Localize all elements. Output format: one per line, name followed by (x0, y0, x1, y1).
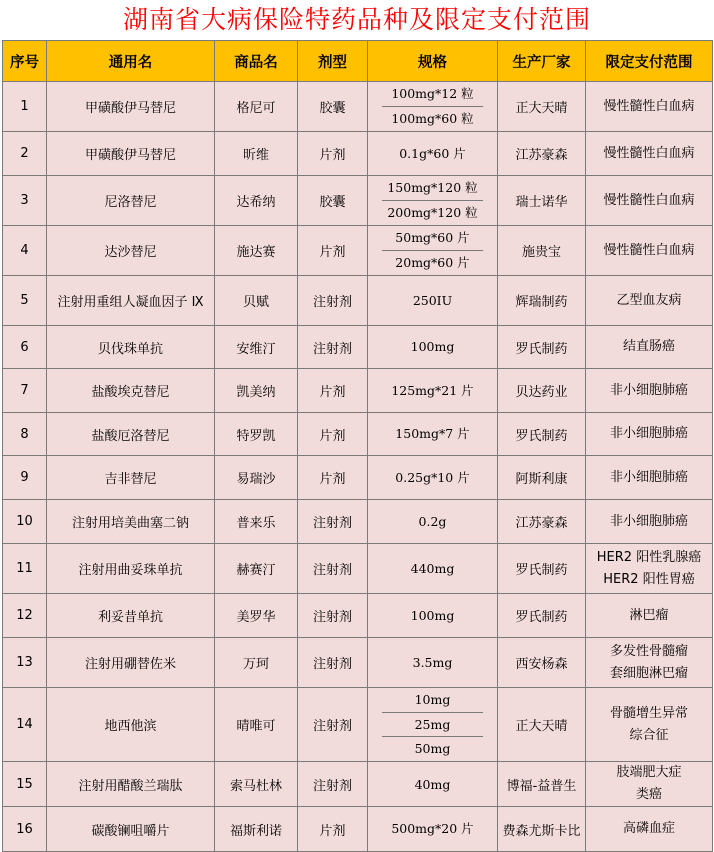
manufacturer: 阿斯利康 (498, 456, 586, 500)
scope-line: 高磷血症 (622, 821, 675, 836)
spec-line: 0.2g (418, 514, 447, 529)
dosage-form: 注射剂 (298, 688, 368, 762)
spec-line: 3.5mg (412, 655, 453, 670)
table-row (3, 500, 713, 544)
row-number: 9 (3, 456, 47, 500)
payment-scope (586, 688, 713, 762)
spec-line: 25mg (382, 713, 483, 738)
payment-scope (586, 369, 713, 413)
dosage-form: 注射剂 (298, 326, 368, 369)
scope-line: 结直肠癌 (622, 339, 675, 354)
scope-line: 慢性髓性白血病 (603, 192, 695, 208)
table-row (3, 638, 713, 688)
payment-scope (586, 807, 713, 852)
brand-name: 贝赋 (215, 276, 298, 326)
scope-line: 多发性骨髓瘤 (609, 643, 688, 659)
spec-line: 125mg*21 片 (391, 383, 474, 398)
generic-name: 甲磺酸伊马替尼 (47, 82, 215, 132)
manufacturer: 罗氏制药 (498, 413, 586, 456)
spec-line: 20mg*60 片 (395, 255, 470, 270)
scope-line: 综合征 (629, 727, 669, 743)
generic-name: 贝伐珠单抗 (47, 326, 215, 369)
row-number: 8 (3, 413, 47, 456)
dosage-form: 片剂 (298, 132, 368, 176)
table-row (3, 807, 713, 852)
dosage-form: 片剂 (298, 226, 368, 276)
scope-line: 非小细胞肺癌 (609, 469, 688, 485)
row-number: 1 (3, 82, 47, 132)
brand-name: 万珂 (215, 638, 298, 688)
spec-line: 10mg (382, 688, 483, 713)
dosage-form: 注射剂 (298, 762, 368, 807)
table-row (3, 176, 713, 226)
dosage-form: 胶囊 (298, 176, 368, 226)
generic-name: 注射用培美曲塞二钠 (47, 500, 215, 544)
scope-line: 慢性髓性白血病 (603, 98, 695, 114)
row-number: 5 (3, 276, 47, 326)
scope-line: HER2 阳性胃癌 (603, 571, 695, 587)
manufacturer: 江苏豪森 (498, 500, 586, 544)
brand-name: 普来乐 (215, 500, 298, 544)
row-number: 6 (3, 326, 47, 369)
row-number: 7 (3, 369, 47, 413)
payment-scope (586, 544, 713, 594)
generic-name: 注射用硼替佐米 (47, 638, 215, 688)
table-row (3, 276, 713, 326)
spec-line: 50mg*60 片 (382, 226, 483, 251)
spec-line: 0.1g*60 片 (399, 146, 466, 161)
row-number: 15 (3, 762, 47, 807)
row-number: 14 (3, 688, 47, 762)
manufacturer: 罗氏制药 (498, 326, 586, 369)
table-row (3, 82, 713, 132)
generic-name: 尼洛替尼 (47, 176, 215, 226)
manufacturer: 江苏豪森 (498, 132, 586, 176)
spec-line: 150mg*120 粒 (382, 176, 483, 201)
row-number: 10 (3, 500, 47, 544)
manufacturer: 施贵宝 (498, 226, 586, 276)
scope-line: 非小细胞肺癌 (609, 382, 688, 398)
brand-name: 施达赛 (215, 226, 298, 276)
payment-scope (586, 226, 713, 276)
manufacturer: 西安杨森 (498, 638, 586, 688)
row-number: 2 (3, 132, 47, 176)
specification (368, 638, 498, 688)
header-specification: 规格 (368, 41, 498, 82)
table-row (3, 688, 713, 762)
manufacturer: 辉瑞制药 (498, 276, 586, 326)
table-row (3, 369, 713, 413)
table-row (3, 326, 713, 369)
payment-scope (586, 82, 713, 132)
brand-name: 福斯利诺 (215, 807, 298, 852)
specification (368, 82, 498, 132)
manufacturer: 罗氏制药 (498, 544, 586, 594)
dosage-form: 片剂 (298, 456, 368, 500)
dosage-form: 注射剂 (298, 276, 368, 326)
drug-table (2, 40, 713, 852)
scope-line: 乙型血友病 (616, 292, 682, 308)
generic-name: 甲磺酸伊马替尼 (47, 132, 215, 176)
generic-name: 盐酸厄洛替尼 (47, 413, 215, 456)
generic-name: 地西他滨 (47, 688, 215, 762)
payment-scope (586, 456, 713, 500)
table-title: 湖南省大病保险特药品种及限定支付范围 (122, 5, 591, 34)
table-row (3, 413, 713, 456)
specification (368, 276, 498, 326)
manufacturer: 瑞士诺华 (498, 176, 586, 226)
row-number: 4 (3, 226, 47, 276)
spec-line: 100mg (410, 339, 455, 354)
dosage-form: 注射剂 (298, 638, 368, 688)
spec-line: 100mg*12 粒 (382, 82, 483, 107)
payment-scope (586, 276, 713, 326)
spec-line: 100mg (410, 608, 455, 623)
table-row (3, 456, 713, 500)
scope-line: 淋巴瘤 (629, 607, 669, 623)
brand-name: 凯美纳 (215, 369, 298, 413)
brand-name: 美罗华 (215, 594, 298, 638)
table-row (3, 132, 713, 176)
generic-name: 盐酸埃克替尼 (47, 369, 215, 413)
payment-scope (586, 176, 713, 226)
spec-line: 40mg (414, 776, 451, 792)
brand-name: 昕维 (215, 132, 298, 176)
brand-name: 安维汀 (215, 326, 298, 369)
payment-scope (586, 326, 713, 369)
brand-name: 赫赛汀 (215, 544, 298, 594)
spec-line: 150mg*7 片 (395, 426, 470, 441)
row-number: 3 (3, 176, 47, 226)
scope-line: 类癌 (635, 787, 662, 802)
spec-line: 200mg*120 粒 (387, 205, 478, 220)
manufacturer: 博福-益普生 (498, 762, 586, 807)
payment-scope (586, 638, 713, 688)
row-number: 12 (3, 594, 47, 638)
specification (368, 369, 498, 413)
brand-name: 晴唯可 (215, 688, 298, 762)
manufacturer: 正大天晴 (498, 82, 586, 132)
table-row (3, 594, 713, 638)
spec-line: 500mg*20 片 (391, 821, 474, 836)
dosage-form: 片剂 (298, 413, 368, 456)
scope-line: 骨髓增生异常 (609, 705, 688, 721)
manufacturer: 贝达药业 (498, 369, 586, 413)
header-dosage-form: 剂型 (298, 41, 368, 82)
brand-name: 易瑞沙 (215, 456, 298, 500)
row-number: 16 (3, 807, 47, 852)
spec-line: 100mg*60 粒 (391, 111, 474, 126)
scope-line: 非小细胞肺癌 (609, 513, 688, 529)
payment-scope (586, 500, 713, 544)
spec-line: 250IU (412, 293, 453, 308)
specification (368, 413, 498, 456)
scope-line: 套细胞淋巴瘤 (609, 665, 688, 681)
header-brand-name: 商品名 (215, 41, 298, 82)
row-number: 13 (3, 638, 47, 688)
specification (368, 456, 498, 500)
specification (368, 226, 498, 276)
payment-scope (586, 594, 713, 638)
row-number: 11 (3, 544, 47, 594)
header-generic-name: 通用名 (47, 41, 215, 82)
specification (368, 132, 498, 176)
payment-scope (586, 413, 713, 456)
generic-name: 注射用曲妥珠单抗 (47, 544, 215, 594)
header-row (3, 41, 713, 82)
specification (368, 326, 498, 369)
generic-name: 注射用重组人凝血因子 Ⅸ (47, 276, 215, 326)
specification (368, 688, 498, 762)
spec-line: 440mg (410, 561, 455, 576)
header-no: 序号 (3, 41, 47, 82)
brand-name: 特罗凯 (215, 413, 298, 456)
spec-line: 0.25g*10 片 (395, 470, 470, 485)
brand-name: 格尼可 (215, 82, 298, 132)
manufacturer: 正大天晴 (498, 688, 586, 762)
table-row (3, 544, 713, 594)
payment-scope (586, 762, 713, 807)
specification (368, 762, 498, 807)
scope-line: 慢性髓性白血病 (603, 242, 695, 258)
dosage-form: 片剂 (298, 369, 368, 413)
specification (368, 594, 498, 638)
generic-name: 吉非替尼 (47, 456, 215, 500)
manufacturer: 费森尤斯卡比 (498, 807, 586, 852)
table-row (3, 226, 713, 276)
header-manufacturer: 生产厂家 (498, 41, 586, 82)
specification (368, 544, 498, 594)
generic-name: 利妥昔单抗 (47, 594, 215, 638)
specification (368, 807, 498, 852)
specification (368, 176, 498, 226)
brand-name: 索马杜林 (215, 762, 298, 807)
generic-name: 碳酸镧咀嚼片 (47, 807, 215, 852)
spec-line: 50mg (414, 741, 451, 757)
brand-name: 达希纳 (215, 176, 298, 226)
manufacturer: 罗氏制药 (498, 594, 586, 638)
dosage-form: 注射剂 (298, 544, 368, 594)
generic-name: 达沙替尼 (47, 226, 215, 276)
payment-scope (586, 132, 713, 176)
dosage-form: 胶囊 (298, 82, 368, 132)
table-row (3, 762, 713, 807)
dosage-form: 注射剂 (298, 594, 368, 638)
dosage-form: 注射剂 (298, 500, 368, 544)
scope-line: 肢端肥大症 (616, 765, 682, 780)
scope-line: HER2 阳性乳腺癌 (596, 549, 702, 565)
dosage-form: 片剂 (298, 807, 368, 852)
scope-line: 非小细胞肺癌 (609, 426, 688, 441)
header-payment-scope: 限定支付范围 (586, 41, 713, 82)
generic-name: 注射用醋酸兰瑞肽 (47, 762, 215, 807)
specification (368, 500, 498, 544)
scope-line: 慢性髓性白血病 (603, 145, 695, 161)
